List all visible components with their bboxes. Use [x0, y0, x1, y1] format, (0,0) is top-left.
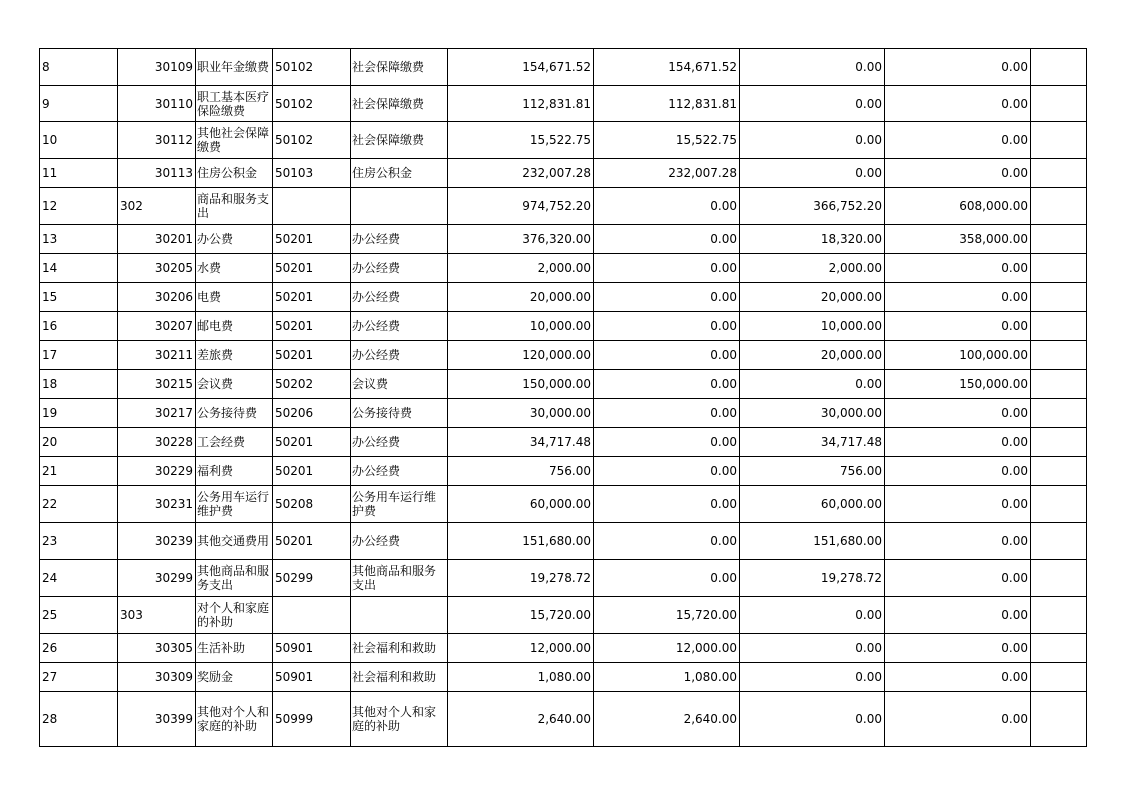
econ-class-code-cell: 30211 — [118, 341, 196, 370]
gov-econ-name-cell: 办公经费 — [351, 341, 448, 370]
amount-col-2-cell: 10,000.00 — [740, 312, 885, 341]
gov-econ-name-cell: 办公经费 — [351, 283, 448, 312]
gov-econ-name-cell: 办公经费 — [351, 225, 448, 254]
amount-col-1-cell: 0.00 — [594, 486, 740, 523]
gov-econ-code-cell: 50901 — [273, 663, 351, 692]
total-amount-cell: 756.00 — [448, 457, 594, 486]
table-row — [40, 370, 1087, 399]
amount-col-3-cell: 0.00 — [885, 692, 1031, 747]
amount-col-1-cell: 232,007.28 — [594, 159, 740, 188]
table-row — [40, 523, 1087, 560]
row-index-cell: 16 — [40, 312, 118, 341]
econ-class-code-cell: 302 — [118, 188, 196, 225]
row-index-cell: 19 — [40, 399, 118, 428]
econ-class-code-cell: 30215 — [118, 370, 196, 399]
econ-class-name-cell: 会议费 — [196, 370, 273, 399]
row-index-cell: 25 — [40, 597, 118, 634]
amount-col-2-cell: 20,000.00 — [740, 283, 885, 312]
econ-class-name-cell: 其他社会保障缴费 — [196, 122, 273, 159]
amount-col-2-cell: 366,752.20 — [740, 188, 885, 225]
amount-col-2-cell: 20,000.00 — [740, 341, 885, 370]
amount-col-3-cell: 0.00 — [885, 254, 1031, 283]
amount-col-1-cell: 15,720.00 — [594, 597, 740, 634]
table-row — [40, 254, 1087, 283]
row-index-cell: 18 — [40, 370, 118, 399]
empty-cell — [1031, 159, 1087, 188]
amount-col-3-cell: 0.00 — [885, 399, 1031, 428]
total-amount-cell: 10,000.00 — [448, 312, 594, 341]
econ-class-code-cell: 30239 — [118, 523, 196, 560]
amount-col-1-cell: 0.00 — [594, 399, 740, 428]
amount-col-3-cell: 0.00 — [885, 283, 1031, 312]
gov-econ-code-cell — [273, 597, 351, 634]
gov-econ-name-cell: 住房公积金 — [351, 159, 448, 188]
gov-econ-name-cell: 公务用车运行维护费 — [351, 486, 448, 523]
econ-class-name-cell: 福利费 — [196, 457, 273, 486]
empty-cell — [1031, 49, 1087, 86]
gov-econ-code-cell: 50201 — [273, 254, 351, 283]
amount-col-1-cell: 112,831.81 — [594, 86, 740, 122]
empty-cell — [1031, 523, 1087, 560]
gov-econ-name-cell: 社会保障缴费 — [351, 49, 448, 86]
gov-econ-code-cell — [273, 188, 351, 225]
table-row — [40, 86, 1087, 122]
table-row — [40, 283, 1087, 312]
row-index-cell: 9 — [40, 86, 118, 122]
amount-col-1-cell: 2,640.00 — [594, 692, 740, 747]
row-index-cell: 24 — [40, 560, 118, 597]
econ-class-name-cell: 差旅费 — [196, 341, 273, 370]
econ-class-code-cell: 30206 — [118, 283, 196, 312]
gov-econ-name-cell: 办公经费 — [351, 254, 448, 283]
gov-econ-name-cell: 社会保障缴费 — [351, 122, 448, 159]
gov-econ-code-cell: 50102 — [273, 122, 351, 159]
econ-class-name-cell: 邮电费 — [196, 312, 273, 341]
amount-col-2-cell: 0.00 — [740, 370, 885, 399]
amount-col-1-cell: 0.00 — [594, 341, 740, 370]
empty-cell — [1031, 486, 1087, 523]
table-row — [40, 428, 1087, 457]
econ-class-code-cell: 30113 — [118, 159, 196, 188]
amount-col-2-cell: 0.00 — [740, 663, 885, 692]
gov-econ-code-cell: 50901 — [273, 634, 351, 663]
econ-class-code-cell: 30110 — [118, 86, 196, 122]
total-amount-cell: 112,831.81 — [448, 86, 594, 122]
econ-class-code-cell: 30205 — [118, 254, 196, 283]
total-amount-cell: 1,080.00 — [448, 663, 594, 692]
amount-col-1-cell: 15,522.75 — [594, 122, 740, 159]
row-index-cell: 22 — [40, 486, 118, 523]
amount-col-1-cell: 1,080.00 — [594, 663, 740, 692]
empty-cell — [1031, 370, 1087, 399]
gov-econ-name-cell: 社会保障缴费 — [351, 86, 448, 122]
amount-col-3-cell: 0.00 — [885, 523, 1031, 560]
gov-econ-name-cell: 其他商品和服务支出 — [351, 560, 448, 597]
econ-class-code-cell: 30299 — [118, 560, 196, 597]
gov-econ-code-cell: 50208 — [273, 486, 351, 523]
econ-class-name-cell: 奖励金 — [196, 663, 273, 692]
econ-class-name-cell: 公务用车运行维护费 — [196, 486, 273, 523]
budget-table — [39, 48, 1087, 747]
econ-class-name-cell: 职工基本医疗保险缴费 — [196, 86, 273, 122]
table-row — [40, 560, 1087, 597]
econ-class-name-cell: 其他商品和服务支出 — [196, 560, 273, 597]
amount-col-1-cell: 0.00 — [594, 254, 740, 283]
gov-econ-name-cell: 办公经费 — [351, 428, 448, 457]
gov-econ-code-cell: 50202 — [273, 370, 351, 399]
amount-col-2-cell: 0.00 — [740, 122, 885, 159]
row-index-cell: 10 — [40, 122, 118, 159]
amount-col-2-cell: 34,717.48 — [740, 428, 885, 457]
econ-class-code-cell: 30207 — [118, 312, 196, 341]
econ-class-name-cell: 电费 — [196, 283, 273, 312]
amount-col-2-cell: 0.00 — [740, 634, 885, 663]
gov-econ-code-cell: 50102 — [273, 86, 351, 122]
econ-class-code-cell: 30112 — [118, 122, 196, 159]
amount-col-3-cell: 0.00 — [885, 312, 1031, 341]
row-index-cell: 23 — [40, 523, 118, 560]
econ-class-code-cell: 30309 — [118, 663, 196, 692]
econ-class-code-cell: 30217 — [118, 399, 196, 428]
empty-cell — [1031, 122, 1087, 159]
econ-class-name-cell: 商品和服务支出 — [196, 188, 273, 225]
gov-econ-name-cell: 办公经费 — [351, 312, 448, 341]
total-amount-cell: 120,000.00 — [448, 341, 594, 370]
total-amount-cell: 15,522.75 — [448, 122, 594, 159]
row-index-cell: 13 — [40, 225, 118, 254]
empty-cell — [1031, 283, 1087, 312]
econ-class-name-cell: 工会经费 — [196, 428, 273, 457]
gov-econ-code-cell: 50299 — [273, 560, 351, 597]
total-amount-cell: 30,000.00 — [448, 399, 594, 428]
amount-col-2-cell: 0.00 — [740, 597, 885, 634]
row-index-cell: 28 — [40, 692, 118, 747]
empty-cell — [1031, 312, 1087, 341]
table-row — [40, 312, 1087, 341]
total-amount-cell: 19,278.72 — [448, 560, 594, 597]
total-amount-cell: 20,000.00 — [448, 283, 594, 312]
table-row — [40, 188, 1087, 225]
gov-econ-name-cell: 会议费 — [351, 370, 448, 399]
econ-class-code-cell: 30399 — [118, 692, 196, 747]
econ-class-code-cell: 30201 — [118, 225, 196, 254]
empty-cell — [1031, 457, 1087, 486]
row-index-cell: 15 — [40, 283, 118, 312]
amount-col-2-cell: 19,278.72 — [740, 560, 885, 597]
amount-col-3-cell: 0.00 — [885, 122, 1031, 159]
table-row — [40, 597, 1087, 634]
gov-econ-code-cell: 50102 — [273, 49, 351, 86]
table-row — [40, 457, 1087, 486]
total-amount-cell: 150,000.00 — [448, 370, 594, 399]
econ-class-name-cell: 对个人和家庭的补助 — [196, 597, 273, 634]
empty-cell — [1031, 663, 1087, 692]
amount-col-2-cell: 0.00 — [740, 86, 885, 122]
gov-econ-code-cell: 50201 — [273, 457, 351, 486]
amount-col-3-cell: 100,000.00 — [885, 341, 1031, 370]
table-body — [40, 49, 1087, 747]
table-row — [40, 341, 1087, 370]
row-index-cell: 17 — [40, 341, 118, 370]
amount-col-1-cell: 0.00 — [594, 523, 740, 560]
gov-econ-name-cell: 社会福利和救助 — [351, 634, 448, 663]
amount-col-3-cell: 0.00 — [885, 663, 1031, 692]
amount-col-3-cell: 0.00 — [885, 86, 1031, 122]
gov-econ-name-cell: 公务接待费 — [351, 399, 448, 428]
empty-cell — [1031, 188, 1087, 225]
total-amount-cell: 154,671.52 — [448, 49, 594, 86]
gov-econ-code-cell: 50201 — [273, 283, 351, 312]
gov-econ-code-cell: 50206 — [273, 399, 351, 428]
row-index-cell: 11 — [40, 159, 118, 188]
amount-col-3-cell: 0.00 — [885, 49, 1031, 86]
amount-col-1-cell: 0.00 — [594, 457, 740, 486]
gov-econ-name-cell — [351, 188, 448, 225]
econ-class-code-cell: 30109 — [118, 49, 196, 86]
row-index-cell: 21 — [40, 457, 118, 486]
table-row — [40, 49, 1087, 86]
amount-col-2-cell: 0.00 — [740, 159, 885, 188]
econ-class-name-cell: 公务接待费 — [196, 399, 273, 428]
empty-cell — [1031, 254, 1087, 283]
gov-econ-name-cell: 其他对个人和家庭的补助 — [351, 692, 448, 747]
row-index-cell: 12 — [40, 188, 118, 225]
empty-cell — [1031, 597, 1087, 634]
amount-col-3-cell: 0.00 — [885, 597, 1031, 634]
amount-col-2-cell: 0.00 — [740, 692, 885, 747]
amount-col-1-cell: 0.00 — [594, 225, 740, 254]
table-row — [40, 399, 1087, 428]
amount-col-1-cell: 0.00 — [594, 188, 740, 225]
row-index-cell: 27 — [40, 663, 118, 692]
amount-col-1-cell: 154,671.52 — [594, 49, 740, 86]
table-row — [40, 159, 1087, 188]
amount-col-2-cell: 60,000.00 — [740, 486, 885, 523]
econ-class-name-cell: 水费 — [196, 254, 273, 283]
table-row — [40, 663, 1087, 692]
gov-econ-code-cell: 50201 — [273, 341, 351, 370]
total-amount-cell: 232,007.28 — [448, 159, 594, 188]
econ-class-code-cell: 30228 — [118, 428, 196, 457]
amount-col-3-cell: 0.00 — [885, 560, 1031, 597]
amount-col-2-cell: 151,680.00 — [740, 523, 885, 560]
amount-col-1-cell: 0.00 — [594, 370, 740, 399]
total-amount-cell: 974,752.20 — [448, 188, 594, 225]
amount-col-2-cell: 30,000.00 — [740, 399, 885, 428]
amount-col-1-cell: 0.00 — [594, 283, 740, 312]
amount-col-3-cell: 608,000.00 — [885, 188, 1031, 225]
gov-econ-code-cell: 50201 — [273, 428, 351, 457]
row-index-cell: 26 — [40, 634, 118, 663]
econ-class-name-cell: 其他交通费用 — [196, 523, 273, 560]
amount-col-3-cell: 0.00 — [885, 428, 1031, 457]
total-amount-cell: 2,640.00 — [448, 692, 594, 747]
empty-cell — [1031, 634, 1087, 663]
econ-class-code-cell: 30305 — [118, 634, 196, 663]
row-index-cell: 20 — [40, 428, 118, 457]
amount-col-3-cell: 0.00 — [885, 159, 1031, 188]
gov-econ-code-cell: 50201 — [273, 225, 351, 254]
total-amount-cell: 34,717.48 — [448, 428, 594, 457]
total-amount-cell: 15,720.00 — [448, 597, 594, 634]
empty-cell — [1031, 428, 1087, 457]
total-amount-cell: 60,000.00 — [448, 486, 594, 523]
gov-econ-code-cell: 50103 — [273, 159, 351, 188]
empty-cell — [1031, 341, 1087, 370]
empty-cell — [1031, 560, 1087, 597]
econ-class-name-cell: 住房公积金 — [196, 159, 273, 188]
table-row — [40, 225, 1087, 254]
empty-cell — [1031, 86, 1087, 122]
amount-col-2-cell: 18,320.00 — [740, 225, 885, 254]
amount-col-3-cell: 0.00 — [885, 457, 1031, 486]
amount-col-3-cell: 150,000.00 — [885, 370, 1031, 399]
econ-class-name-cell: 办公费 — [196, 225, 273, 254]
amount-col-1-cell: 0.00 — [594, 560, 740, 597]
amount-col-3-cell: 0.00 — [885, 486, 1031, 523]
econ-class-code-cell: 30231 — [118, 486, 196, 523]
gov-econ-name-cell: 办公经费 — [351, 457, 448, 486]
total-amount-cell: 151,680.00 — [448, 523, 594, 560]
amount-col-2-cell: 2,000.00 — [740, 254, 885, 283]
empty-cell — [1031, 692, 1087, 747]
gov-econ-name-cell: 办公经费 — [351, 523, 448, 560]
econ-class-name-cell: 生活补助 — [196, 634, 273, 663]
table-row — [40, 486, 1087, 523]
econ-class-code-cell: 303 — [118, 597, 196, 634]
table-row — [40, 692, 1087, 747]
econ-class-name-cell: 职业年金缴费 — [196, 49, 273, 86]
amount-col-2-cell: 0.00 — [740, 49, 885, 86]
econ-class-name-cell: 其他对个人和家庭的补助 — [196, 692, 273, 747]
amount-col-1-cell: 0.00 — [594, 312, 740, 341]
amount-col-1-cell: 0.00 — [594, 428, 740, 457]
gov-econ-name-cell — [351, 597, 448, 634]
table-row — [40, 122, 1087, 159]
gov-econ-code-cell: 50999 — [273, 692, 351, 747]
amount-col-2-cell: 756.00 — [740, 457, 885, 486]
total-amount-cell: 2,000.00 — [448, 254, 594, 283]
row-index-cell: 14 — [40, 254, 118, 283]
gov-econ-code-cell: 50201 — [273, 312, 351, 341]
amount-col-3-cell: 0.00 — [885, 634, 1031, 663]
gov-econ-code-cell: 50201 — [273, 523, 351, 560]
total-amount-cell: 12,000.00 — [448, 634, 594, 663]
row-index-cell: 8 — [40, 49, 118, 86]
empty-cell — [1031, 399, 1087, 428]
amount-col-3-cell: 358,000.00 — [885, 225, 1031, 254]
econ-class-code-cell: 30229 — [118, 457, 196, 486]
empty-cell — [1031, 225, 1087, 254]
amount-col-1-cell: 12,000.00 — [594, 634, 740, 663]
total-amount-cell: 376,320.00 — [448, 225, 594, 254]
gov-econ-name-cell: 社会福利和救助 — [351, 663, 448, 692]
table-row — [40, 634, 1087, 663]
